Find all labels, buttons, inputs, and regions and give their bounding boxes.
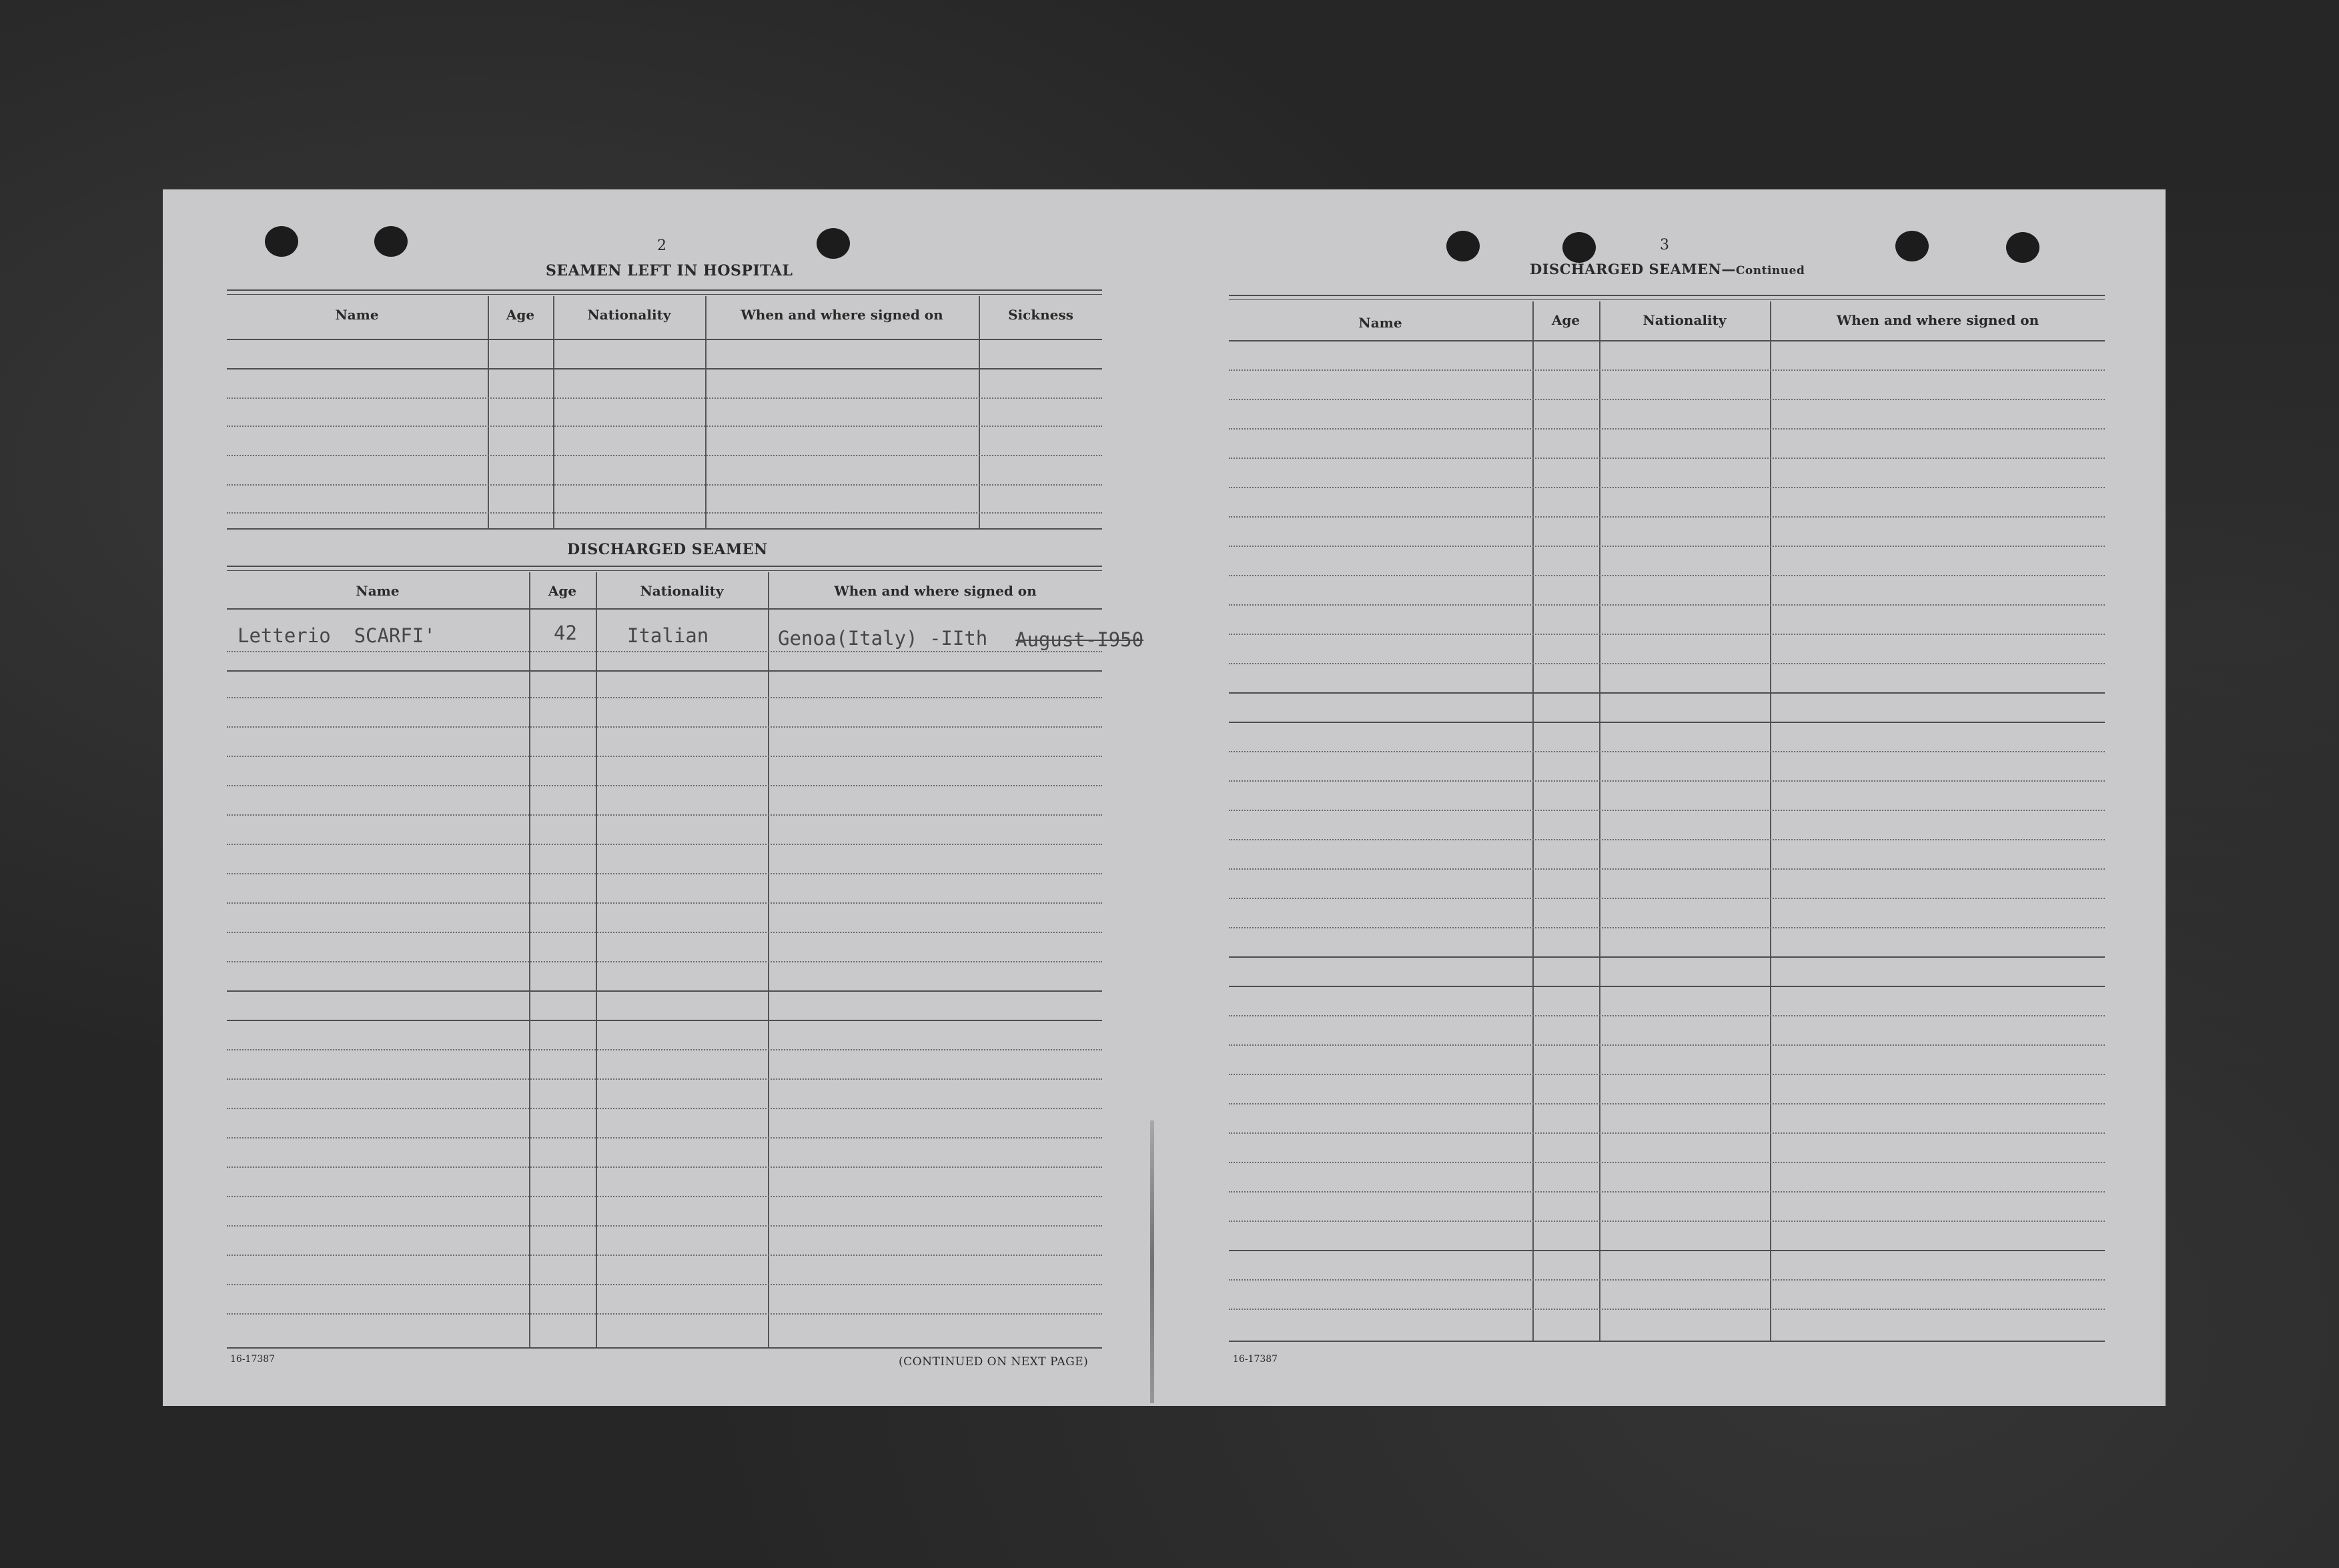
- right-row-line: [1229, 810, 2105, 811]
- hospital-col-divider: [979, 296, 980, 528]
- right-row-line: [1229, 1015, 2105, 1016]
- discharged-row-line: [227, 1166, 1102, 1168]
- discharged-row-line: [227, 990, 1102, 992]
- page-number-right: 3: [1660, 237, 1669, 253]
- right-col-signed-on: When and where signed on: [1836, 312, 2039, 328]
- discharged-bottom-rule: [227, 1347, 1102, 1349]
- hospital-col-name: Name: [335, 307, 379, 323]
- right-row-line: [1229, 399, 2105, 400]
- discharged-col-divider: [529, 572, 530, 1347]
- right-col-name: Name: [1358, 315, 1402, 331]
- punch-hole: [1895, 231, 1929, 261]
- entry-nationality: Italian: [627, 624, 709, 647]
- right-row-line: [1229, 751, 2105, 752]
- right-row-line: [1229, 898, 2105, 899]
- discharged-row-line: [227, 670, 1102, 672]
- hospital-col-signed-on: When and where signed on: [741, 307, 943, 323]
- discharged-row-line: [227, 902, 1102, 904]
- right-row-line: [1229, 604, 2105, 606]
- entry-signed-on-date: August-I950: [1015, 628, 1144, 651]
- form-number-left: 16-17387: [230, 1354, 276, 1365]
- hospital-col-nationality: Nationality: [587, 307, 671, 323]
- right-row-line: [1229, 1103, 2105, 1104]
- right-row-line: [1229, 986, 2105, 987]
- hospital-bottom-rule: [227, 528, 1102, 530]
- discharged-col-age: Age: [548, 583, 577, 599]
- hospital-col-age: Age: [506, 307, 535, 323]
- discharged-row-line: [227, 651, 1102, 652]
- discharged-row-line: [227, 726, 1102, 728]
- continued-note: (CONTINUED ON NEXT PAGE): [899, 1355, 1089, 1369]
- right-row-line: [1229, 1309, 2105, 1310]
- center-fold: [1150, 1120, 1154, 1403]
- right-row-line: [1229, 634, 2105, 635]
- right-top-rule: [1229, 295, 2105, 296]
- discharged-row-line: [227, 1313, 1102, 1315]
- discharged-col-name: Name: [356, 583, 400, 599]
- right-row-line: [1229, 487, 2105, 488]
- discharged-row-line: [227, 756, 1102, 757]
- discharged-row-line: [227, 697, 1102, 698]
- punch-hole: [817, 228, 850, 259]
- punch-hole: [1562, 232, 1596, 263]
- hospital-col-divider: [705, 296, 707, 528]
- right-row-line: [1229, 546, 2105, 547]
- right-row-line: [1229, 428, 2105, 430]
- discharged-section-title: DISCHARGED SEAMEN: [567, 541, 768, 558]
- hospital-row-line: [227, 455, 1102, 456]
- right-row-line: [1229, 1279, 2105, 1281]
- hospital-row-line: [227, 398, 1102, 399]
- punch-hole: [265, 226, 298, 257]
- right-header-rule: [1229, 340, 2105, 341]
- right-row-line: [1229, 1250, 2105, 1251]
- discharged-row-line: [227, 1255, 1102, 1256]
- discharged-row-line: [227, 1284, 1102, 1285]
- right-row-line: [1229, 692, 2105, 694]
- right-row-line: [1229, 516, 2105, 518]
- right-row-line: [1229, 1191, 2105, 1193]
- entry-age: 42: [554, 622, 577, 644]
- right-col-nationality: Nationality: [1643, 312, 1727, 328]
- discharged-top-rule: [227, 570, 1102, 571]
- hospital-top-rule: [227, 294, 1102, 295]
- discharged-row-line: [227, 1137, 1102, 1138]
- punch-hole: [374, 226, 408, 257]
- discharged-row-line: [227, 961, 1102, 962]
- discharged-row-line: [227, 814, 1102, 816]
- right-row-line: [1229, 927, 2105, 928]
- hospital-row-line: [227, 426, 1102, 427]
- hospital-row-line: [227, 512, 1102, 514]
- hospital-row-line: [227, 484, 1102, 486]
- discharged-row-line: [227, 1196, 1102, 1197]
- hospital-row-line: [227, 368, 1102, 369]
- discharged-row-line: [227, 1020, 1102, 1021]
- right-row-line: [1229, 575, 2105, 576]
- right-row-line: [1229, 458, 2105, 459]
- discharged-row-line: [227, 844, 1102, 845]
- discharged-row-line: [227, 1108, 1102, 1109]
- right-section-title: [1530, 261, 1805, 277]
- entry-signed-on: Genoa(Italy) -IIth: [778, 627, 988, 650]
- hospital-row-line: [227, 339, 1102, 340]
- page-number-left: 2: [657, 237, 666, 254]
- discharged-col-divider: [596, 572, 597, 1347]
- right-section-title-main: DISCHARGED SEAMEN—: [1530, 261, 1736, 277]
- discharged-header-rule: [227, 608, 1102, 610]
- right-row-line: [1229, 839, 2105, 840]
- hospital-top-rule: [227, 289, 1102, 291]
- right-bottom-rule: [1229, 1341, 2105, 1342]
- discharged-row-line: [227, 873, 1102, 874]
- right-row-line: [1229, 1221, 2105, 1222]
- form-number-right: 16-17387: [1233, 1354, 1278, 1365]
- entry-name: Letterio SCARFI': [238, 624, 436, 647]
- right-row-line: [1229, 780, 2105, 782]
- discharged-row-line: [227, 1078, 1102, 1080]
- discharged-row-line: [227, 785, 1102, 786]
- discharged-row-line: [227, 1049, 1102, 1050]
- right-row-line: [1229, 663, 2105, 664]
- discharged-row-line: [227, 932, 1102, 933]
- right-row-line: [1229, 722, 2105, 723]
- discharged-col-nationality: Nationality: [640, 583, 724, 599]
- discharged-row-line: [227, 1225, 1102, 1227]
- discharged-col-signed-on: When and where signed on: [834, 583, 1037, 599]
- hospital-col-divider: [488, 296, 489, 528]
- right-row-line: [1229, 1132, 2105, 1134]
- hospital-col-divider: [553, 296, 554, 528]
- right-row-line: [1229, 1074, 2105, 1075]
- right-row-line: [1229, 1044, 2105, 1046]
- document-sheet: [163, 189, 2166, 1406]
- discharged-top-rule: [227, 566, 1102, 567]
- right-row-line: [1229, 1162, 2105, 1163]
- right-col-age: Age: [1551, 312, 1580, 328]
- discharged-col-divider: [768, 572, 769, 1347]
- right-top-rule: [1229, 299, 2105, 300]
- hospital-col-sickness: Sickness: [1008, 307, 1073, 323]
- punch-hole: [1446, 231, 1480, 261]
- hospital-section-title: SEAMEN LEFT IN HOSPITAL: [546, 262, 793, 279]
- punch-hole: [2006, 232, 2039, 263]
- right-row-line: [1229, 956, 2105, 958]
- right-row-line: [1229, 369, 2105, 371]
- right-section-title-suffix: Continued: [1735, 264, 1805, 277]
- right-row-line: [1229, 868, 2105, 870]
